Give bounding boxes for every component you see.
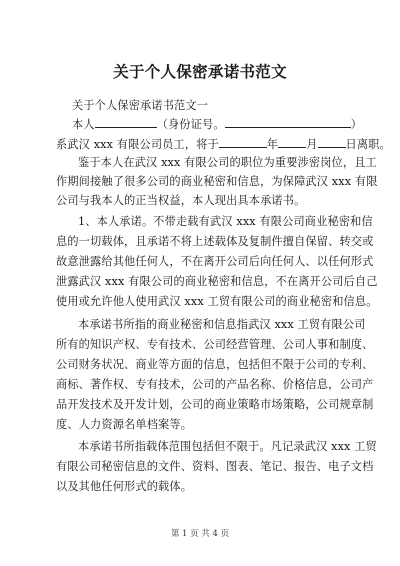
day-blank [318, 137, 346, 148]
id-line [72, 117, 362, 131]
body-line: 有限公司秘密信息的文件、资料、图表、笔记、报告、电子文档 [56, 460, 374, 473]
page-footer: 第 1 页 共 4 页 [170, 529, 230, 539]
body-line: 商标、著作权、专有技术，公司的产品名称、价格信息，公司产 [56, 378, 374, 391]
id-number-blank [225, 117, 351, 128]
body-line: 所有的知识产权、专有技术、公司经营管理、公司人事和制度、 [56, 338, 374, 351]
name-blank [95, 117, 157, 128]
month-blank [278, 137, 306, 148]
document-title: 关于个人保密承诺书范文 [113, 62, 287, 81]
body-line: 公司财务状况、商业等方面的信息，包括但不限于公司的专利、 [56, 358, 374, 371]
body-line: 故意泄露给其他任何人，不在离开公司后向任何人、以任何形式 [56, 255, 374, 268]
body-line: 品开发技术及开发计划，公司的商业策略市场策略，公司规章制 [56, 398, 374, 411]
body-line: 度、人力资源名单档案等。 [56, 418, 193, 431]
id-line-mid: （身份证号。 [156, 118, 225, 131]
year-blank [219, 137, 267, 148]
body-line: 作期间接触了很多公司的商业秘密和信息，为保障武汉 xxx 有限 [56, 175, 378, 188]
body-line: 1、本人承诺。不带走载有武汉 xxx 有限公司商业秘密和信 [78, 215, 373, 228]
id-line-prefix: 本人 [72, 118, 95, 131]
date-line-text: 系武汉 xxx 有限公司员工，将于 [56, 138, 219, 151]
body-line: 本承诺书所指的商业秘密和信息指武汉 xxx 工贸有限公司 [78, 318, 366, 331]
body-line: 本承诺书所指载体范围包括但不限于。凡记录武汉 xxx 工贸 [78, 440, 377, 453]
body-line: 泄露武汉 xxx 有限公司的商业秘密和信息，不在离开公司后自己 [56, 275, 378, 288]
body-line: 使用或允许他人使用武汉 xxx 工贸有限公司的商业秘密和信息。 [56, 295, 378, 308]
body-line: 鉴于本人在武汉 xxx 有限公司的职位为重要涉密岗位，且工 [78, 156, 377, 169]
id-line-suffix: ） [350, 118, 363, 131]
date-day: 日离职。 [345, 138, 391, 151]
body-line: 息的一切载体，且承诺不将上述载体及复制件擅自保留、转交或 [56, 235, 374, 248]
date-year: 年 [266, 138, 279, 151]
document-subtitle: 关于个人保密承诺书范文一 [72, 99, 209, 112]
body-line: 以及其他任何形式的载体。 [56, 480, 193, 493]
date-line [56, 137, 391, 151]
body-line: 公司与我本人的正当权益，本人现出具本承诺书。 [56, 194, 306, 207]
date-month: 月 [306, 138, 318, 151]
